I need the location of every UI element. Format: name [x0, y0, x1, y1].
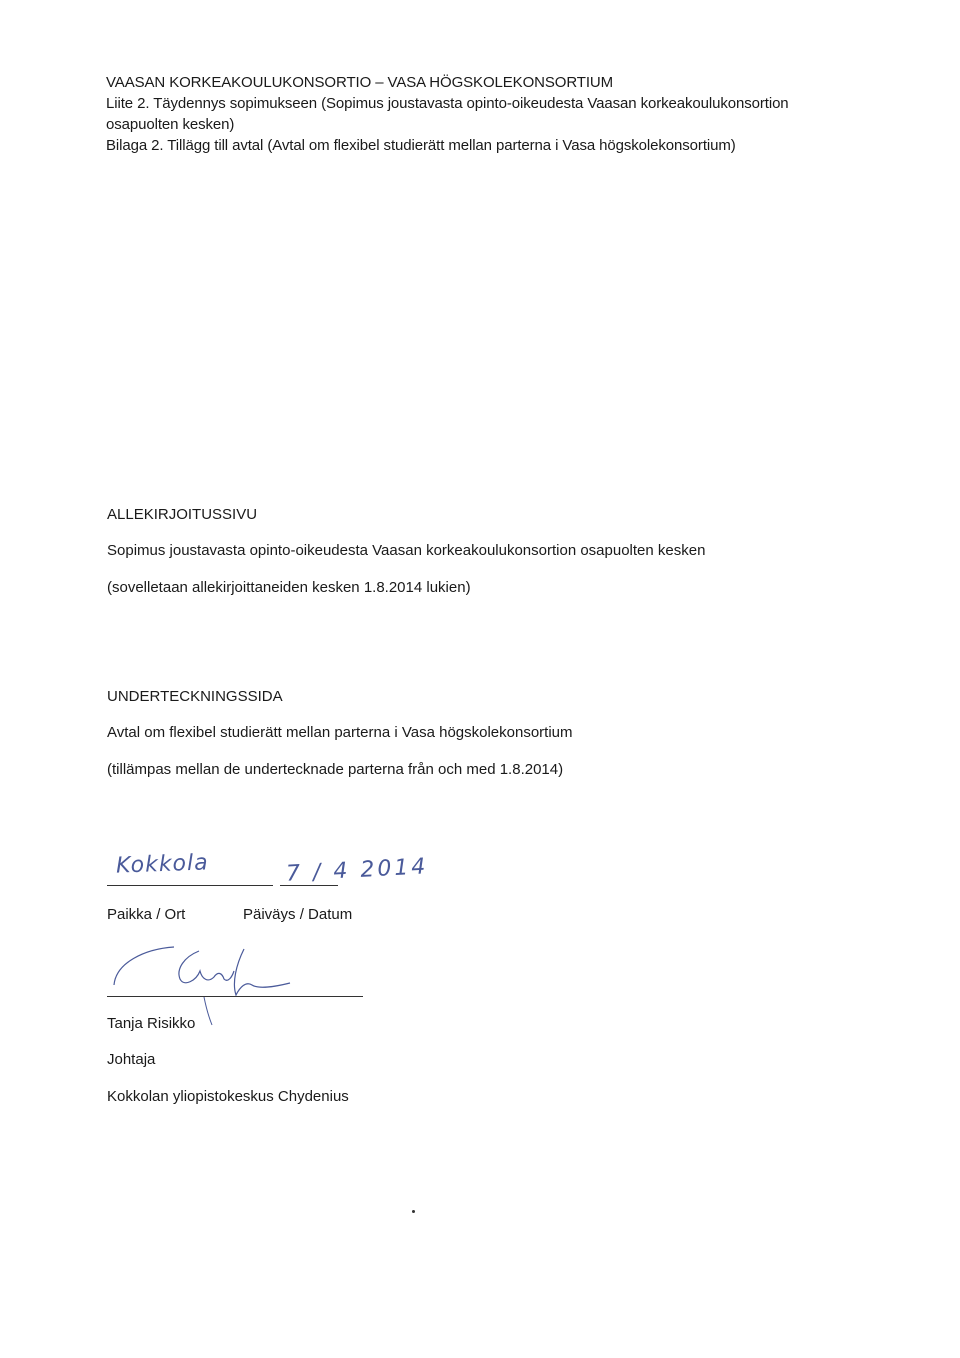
header-appendix-fi-cont: osapuolten kesken): [106, 116, 235, 133]
handwritten-date: 7 / 4 2014: [285, 854, 429, 887]
scan-speck: [412, 1210, 415, 1213]
place-label: Paikka / Ort: [107, 906, 186, 923]
header-consortium-title: VAASAN KORKEAKOULUKONSORTIO – VASA HÖGSKOLEKONSORTIUM: [106, 74, 614, 91]
signature-stroke-3: [234, 949, 290, 995]
swedish-section-title: UNDERTECKNINGSSIDA: [107, 688, 283, 705]
swedish-agreement-name: Avtal om flexibel studierätt mellan parterna i Vasa högskolekonsortium: [107, 724, 573, 741]
header-appendix-sv: Bilaga 2. Tillägg till avtal (Avtal om flexibel studierätt mellan parterna i Vasa högskolekonsortium): [106, 137, 736, 154]
signer-title: Johtaja: [107, 1051, 156, 1068]
signature-stroke-4: [204, 997, 212, 1025]
signature-stroke-2: [179, 951, 234, 983]
signature-stroke-1: [114, 947, 174, 985]
signer-signature-line: [107, 996, 363, 997]
finnish-applicability: (sovelletaan allekirjoittaneiden kesken 1.8.2014 lukien): [107, 579, 471, 596]
date-label: Päiväys / Datum: [243, 906, 353, 923]
signer-organization: Kokkolan yliopistokeskus Chydenius: [107, 1088, 349, 1105]
place-signature-line: [107, 885, 273, 886]
date-signature-line: [280, 885, 338, 886]
document-header: [106, 72, 846, 156]
swedish-applicability: (tillämpas mellan de undertecknade parterna från och med 1.8.2014): [107, 761, 564, 778]
finnish-section-title: ALLEKIRJOITUSSIVU: [107, 506, 258, 523]
handwritten-place: Kokkola: [115, 850, 210, 879]
header-appendix-fi: Liite 2. Täydennys sopimukseen (Sopimus joustavasta opinto-oikeudesta Vaasan korkeakoulukonsortion: [106, 95, 789, 112]
signer-name: Tanja Risikko: [107, 1015, 196, 1032]
finnish-agreement-name: Sopimus joustavasta opinto-oikeudesta Vaasan korkeakoulukonsortion osapuolten kesken: [107, 542, 706, 559]
